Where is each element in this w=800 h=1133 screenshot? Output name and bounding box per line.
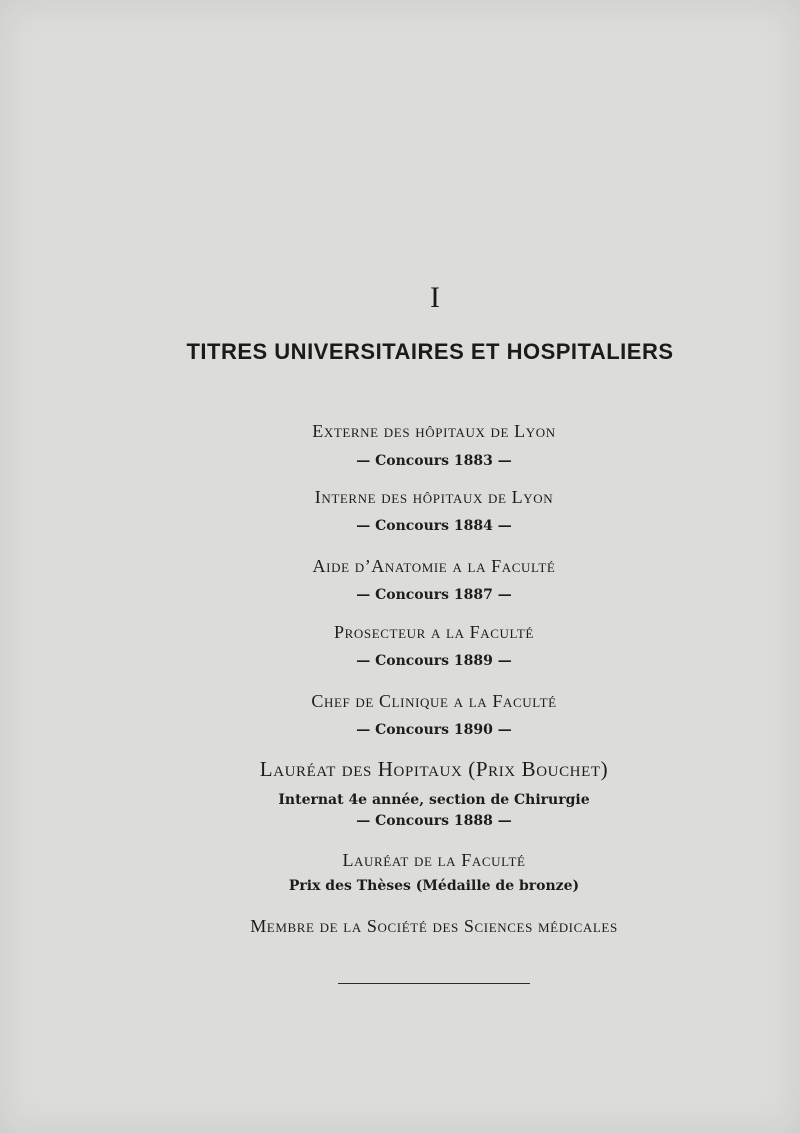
- entry-title: Aide d’Anatomie a la Faculté: [312, 556, 556, 576]
- section-number: I: [430, 281, 440, 314]
- entry-title: Lauréat des Hopitaux (Prix Bouchet): [259, 757, 609, 781]
- entry-detail-text: Internat 4e année, section de Chirurgie: [278, 792, 590, 808]
- closing-rule: [338, 983, 530, 984]
- entry-detail: [0, 790, 800, 810]
- entry-title: Lauréat de la Faculté: [342, 850, 526, 870]
- entry-detail: — Concours 1889 —: [356, 653, 512, 669]
- entry-title: Prosecteur a la Faculté: [334, 622, 534, 642]
- entry-detail: — Concours 1884 —: [356, 518, 512, 534]
- entry-detail: — Concours 1890 —: [356, 722, 512, 738]
- entry-title: Interne des hôpitaux de Lyon: [314, 487, 554, 507]
- entry-title: Externe des hôpitaux de Lyon: [312, 421, 556, 441]
- entry-detail: — Concours 1883 —: [356, 453, 512, 469]
- entry-detail: Prix des Thèses (Médaille de bronze): [288, 878, 580, 894]
- entry-detail: — Concours 1887 —: [356, 587, 512, 603]
- entry-title: Chef de Clinique a la Faculté: [311, 691, 557, 711]
- entry-detail: — Concours 1888 —: [356, 813, 512, 829]
- section-title: TITRES UNIVERSITAIRES ET HOSPITALIERS: [186, 339, 674, 364]
- entry-title: Membre de la Société des Sciences médicales: [250, 916, 618, 936]
